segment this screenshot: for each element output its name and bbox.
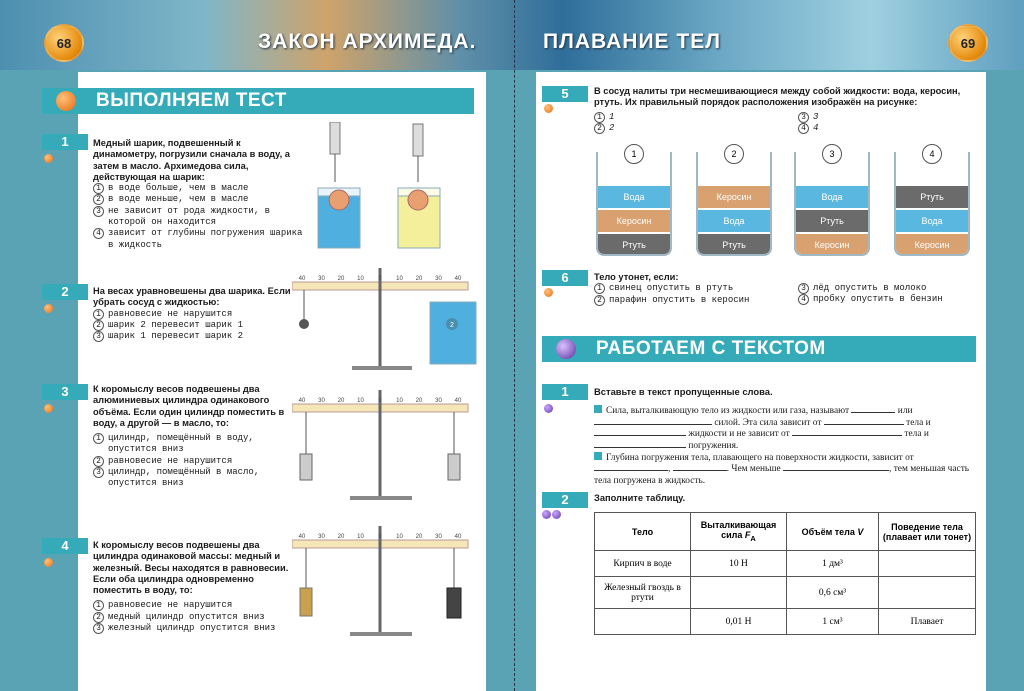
table-cell: Плавает xyxy=(879,609,976,635)
blank-field[interactable] xyxy=(673,470,727,471)
question-1 xyxy=(93,138,303,251)
page-number-left: 68 xyxy=(44,24,84,62)
table-cell-input[interactable] xyxy=(879,577,976,609)
beaker-3 xyxy=(794,152,870,256)
beaker-number: 4 xyxy=(922,144,942,164)
option[interactable]: 1 равновесие не нарушится xyxy=(93,309,293,320)
liquid-layer: Керосин xyxy=(896,234,968,256)
blank-field[interactable] xyxy=(824,424,904,425)
scale-tick-label: 10 xyxy=(357,276,364,282)
table-cell: 0,6 см³ xyxy=(787,577,879,609)
option[interactable]: 3 шарик 1 перевесит шарик 2 xyxy=(93,331,293,342)
table-task-title: Заполните таблицу. xyxy=(594,493,686,503)
table-cell: 1 см³ xyxy=(787,609,879,635)
section-title: ВЫПОЛНЯЕМ ТЕСТ xyxy=(96,90,287,111)
bullet-icon xyxy=(544,288,553,297)
square-bullet-icon xyxy=(594,405,602,413)
bullet-icon xyxy=(44,304,53,313)
option[interactable]: 1 свинец опустить в ртуть xyxy=(594,283,794,294)
paragraph: Сила, выталкивающую тело из жидкости или газа, называют или силой. Эта сила зависит от тела и жидкости и не зависит от тела и погружения. xyxy=(594,405,978,452)
table-cell: Железный гвоздь в ртути xyxy=(595,577,691,609)
scale-tick-label: 10 xyxy=(396,276,403,282)
section-header-test xyxy=(42,88,474,114)
option[interactable]: 1 1 xyxy=(594,112,694,123)
liquid-layer: Керосин xyxy=(698,186,770,208)
scale-tick-label: 40 xyxy=(454,534,462,540)
scale-tick-label: 30 xyxy=(435,276,442,282)
square-bullet-icon xyxy=(594,452,602,460)
blank-field[interactable] xyxy=(792,435,902,436)
scale-tick-label: 30 xyxy=(435,534,442,540)
question-3: К коромыслу весов подвешены два алюминиевых цилиндра одинакового объёма. Если один цилиндр поместить в воду, а другой — в масло, то: 1 цилиндр, помещённый в воду, опустится вниз 2 равновесие не нарушится 3 цилиндр, помещённый в масло, опустится вниз xyxy=(93,384,293,490)
bullet-icon xyxy=(552,510,561,519)
table-cell-input[interactable] xyxy=(879,551,976,577)
bullet-icon xyxy=(544,404,553,413)
liquid-layer: Ртуть xyxy=(698,234,770,256)
option[interactable]: 2 в воде меньше, чем в масле xyxy=(93,194,303,205)
question-5: В сосуд налиты три несмешивающиеся между собой жидкости: вода, керосин, ртуть. Их правильный порядок расположения изображён на рисунке: xyxy=(594,86,961,108)
page-divider xyxy=(514,0,515,691)
beaker-2 xyxy=(696,152,772,256)
option[interactable]: 4 пробку опустить в бензин xyxy=(798,294,978,305)
column-header: Тело xyxy=(595,513,691,551)
option[interactable]: 1 цилиндр, помещённый в воду, опустится вниз xyxy=(93,433,293,456)
question-6-options xyxy=(798,283,978,306)
scale-tick-label: 10 xyxy=(357,534,364,540)
scale-tick-label: 40 xyxy=(298,534,306,540)
option[interactable]: 3 железный цилиндр опустится вниз xyxy=(93,623,293,634)
header-banner xyxy=(0,0,1024,70)
bullet-icon xyxy=(44,154,53,163)
question-2: На весах уравновешены два шарика. Если убрать сосуд с жидкостью: 1 равновесие не нарушится 2 шарик 2 перевесит шарик 1 3 шарик 1 перевесит шарик 2 xyxy=(93,286,293,342)
table-cell: 10 Н xyxy=(691,551,787,577)
scale-tick-label: 20 xyxy=(337,276,345,282)
option[interactable]: 4 4 xyxy=(798,123,898,134)
column-header: Объём тела V xyxy=(787,513,879,551)
bullet-icon xyxy=(542,510,551,519)
option[interactable]: 2 парафин опустить в керосин xyxy=(594,295,794,306)
question-4: К коромыслу весов подвешены два цилиндра одинаковой массы: медный и железный. Весы находятся в равновесии. Если оба цилиндра одновременно поместить в воду, то: 1 равновесие не нарушится 2 медный цилиндр опустится вниз 3 железный цилиндр опустится вниз xyxy=(93,540,293,634)
liquid-layer: Ртуть xyxy=(796,210,868,232)
question-number: 2 xyxy=(542,492,588,508)
option[interactable]: 2 2 xyxy=(594,123,694,134)
question-number: 1 xyxy=(542,384,588,400)
table-row xyxy=(595,609,976,635)
scale-tick-label: 20 xyxy=(415,398,423,404)
chapter-title-left: ЗАКОН АРХИМЕДА. xyxy=(258,30,477,53)
scale-tick-label: 30 xyxy=(318,534,325,540)
scale-tick-label: 20 xyxy=(337,534,345,540)
task-title: Вставьте в текст пропущенные слова. xyxy=(594,386,773,397)
chapter-title-right: ПЛАВАНИЕ ТЕЛ xyxy=(543,30,721,53)
dynamometer-illustration xyxy=(310,122,480,252)
right-page xyxy=(536,72,986,691)
column-header: Поведение тела (плавает или тонет) xyxy=(879,513,976,551)
scale-tick-label: 20 xyxy=(415,276,423,282)
balance-scale-illustration xyxy=(292,526,472,638)
ball-label: 2 xyxy=(450,322,454,329)
scale-tick-label: 30 xyxy=(318,276,325,282)
liquid-layer: Вода xyxy=(598,186,670,208)
table-row xyxy=(595,577,976,609)
table-cell: 1 дм³ xyxy=(787,551,879,577)
column-header: Выталкивающая сила $F_А$ xyxy=(691,513,787,551)
table-header-row xyxy=(595,513,976,551)
orange-ball-icon xyxy=(56,91,76,111)
purple-ball-icon xyxy=(556,339,576,359)
beaker-number: 1 xyxy=(624,144,644,164)
question-6: Тело утонет, если: 1 свинец опустить в ртуть 2 парафин опустить в керосин xyxy=(594,272,794,306)
question-text: Медный шарик, подвешенный к динамометру, погрузили сначала в воду, а затем в масло. Архимедова сила, действующая на шарик: xyxy=(93,138,290,182)
table-cell-input[interactable] xyxy=(595,609,691,635)
question-5-options xyxy=(594,112,694,135)
question-number: 6 xyxy=(542,270,588,286)
scale-tick-label: 40 xyxy=(454,276,462,282)
option[interactable]: 3 лёд опустить в молоко xyxy=(798,283,978,294)
blank-field[interactable] xyxy=(851,412,895,413)
fill-table xyxy=(594,512,976,635)
liquid-layer: Вода xyxy=(698,210,770,232)
blank-field[interactable] xyxy=(594,424,712,425)
balance-scale-illustration xyxy=(292,390,472,502)
liquid-layer: Вода xyxy=(796,186,868,208)
balance-scale-illustration xyxy=(292,268,482,372)
question-5-options xyxy=(798,112,898,135)
question-number: 4 xyxy=(42,538,88,554)
option[interactable]: 1 равновесие не нарушится xyxy=(93,600,293,611)
left-page xyxy=(61,72,486,691)
liquid-layer: Ртуть xyxy=(896,186,968,208)
scale-tick-label: 40 xyxy=(298,398,306,404)
scale-tick-label: 10 xyxy=(357,398,364,404)
scale-tick-label: 20 xyxy=(415,534,423,540)
question-number: 3 xyxy=(42,384,88,400)
scale-tick-label: 30 xyxy=(318,398,325,404)
option[interactable]: 3 цилиндр, помещённый в масло, опустится вниз xyxy=(93,467,293,490)
beaker-number: 2 xyxy=(724,144,744,164)
liquid-layer: Ртуть xyxy=(598,234,670,256)
question-number: 2 xyxy=(42,284,88,300)
liquid-layer: Керосин xyxy=(598,210,670,232)
liquid-layer: Вода xyxy=(896,210,968,232)
paragraph: Глубина погружения тела, плавающего на поверхности жидкости, зависит от , . Чем меньше , тем меньшая часть тела погружена в жидкость. xyxy=(594,453,970,486)
blank-field[interactable] xyxy=(594,435,686,436)
scale-tick-label: 10 xyxy=(396,534,403,540)
option[interactable]: 2 шарик 2 перевесит шарик 1 xyxy=(93,320,293,331)
option[interactable]: 2 медный цилиндр опустится вниз xyxy=(93,612,293,623)
bullet-icon xyxy=(44,558,53,567)
blank-field[interactable] xyxy=(594,470,668,471)
page-number-right: 69 xyxy=(948,24,988,62)
liquid-layer: Керосин xyxy=(796,234,868,256)
table-row xyxy=(595,551,976,577)
fill-in-text-task xyxy=(594,386,978,487)
blank-field[interactable] xyxy=(783,470,889,471)
scale-tick-label: 30 xyxy=(435,398,442,404)
scale-tick-label: 40 xyxy=(298,276,306,282)
bullet-icon xyxy=(44,404,53,413)
table-cell: 0,01 Н xyxy=(691,609,787,635)
table-cell-input[interactable] xyxy=(691,577,787,609)
option[interactable]: 2 равновесие не нарушится xyxy=(93,456,293,467)
bullet-icon xyxy=(544,104,553,113)
beaker-number: 3 xyxy=(822,144,842,164)
blank-field[interactable] xyxy=(594,447,686,448)
option[interactable]: 1 в воде больше, чем в масле xyxy=(93,183,303,194)
beaker-4 xyxy=(894,152,970,256)
beaker-1 xyxy=(596,152,672,256)
scale-tick-label: 10 xyxy=(396,398,403,404)
option[interactable]: 4 зависит от глубины погружения шарика в жидкость xyxy=(93,228,303,251)
scale-tick-label: 0 xyxy=(378,276,382,282)
question-number: 5 xyxy=(542,86,588,102)
section-header-text xyxy=(542,336,976,362)
option[interactable]: 3 3 xyxy=(798,112,898,123)
option[interactable]: 3 не зависит от рода жидкости, в которой он находится xyxy=(93,206,303,229)
scale-tick-label: 0 xyxy=(378,398,382,404)
table-cell: Кирпич в воде xyxy=(595,551,691,577)
scale-tick-label: 0 xyxy=(378,534,382,540)
scale-tick-label: 20 xyxy=(337,398,345,404)
scale-tick-label: 40 xyxy=(454,398,462,404)
question-number: 1 xyxy=(42,134,88,150)
section-title: РАБОТАЕМ С ТЕКСТОМ xyxy=(596,338,826,359)
